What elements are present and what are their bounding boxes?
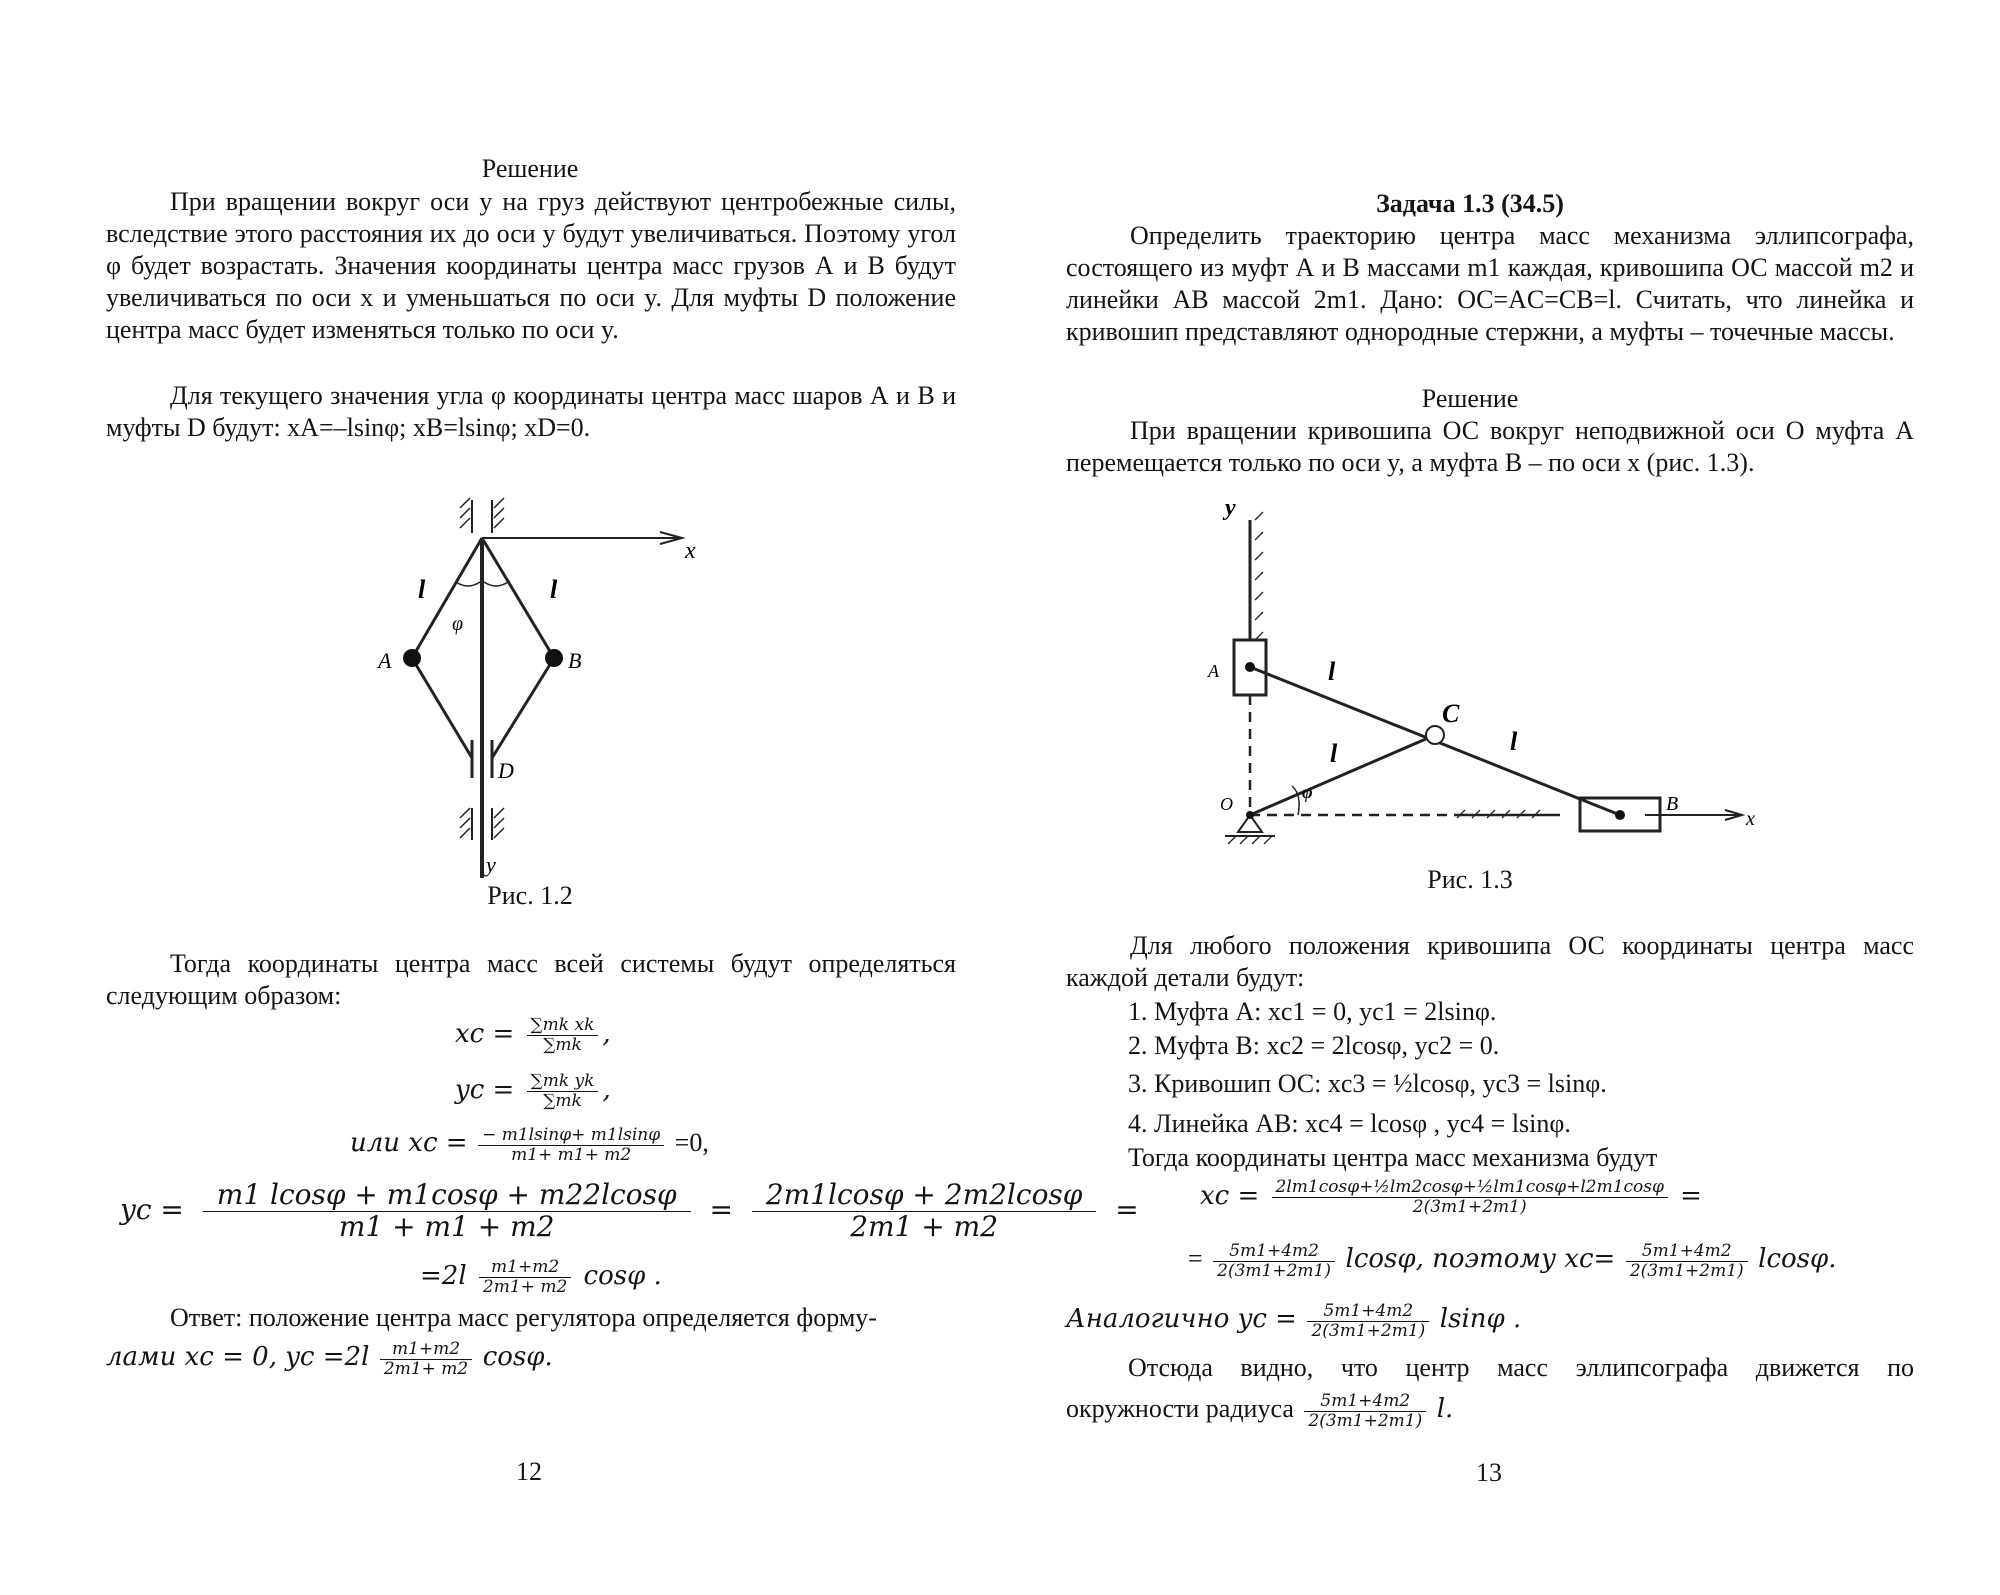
conclusion-frac xyxy=(1304,1392,1426,1430)
answer-suffix: cosφ. xyxy=(482,1342,553,1373)
conclusion-suffix: l. xyxy=(1436,1394,1454,1425)
equation-xc-long-den: 2(3m1+2m1) xyxy=(1412,1196,1527,1217)
equation-xc-simplified-num2: 5m1+4m2 xyxy=(1626,1242,1748,1262)
answer-prefix: лами xc = 0, yc =2l xyxy=(106,1342,370,1373)
equation-yc-analog-prefix: Аналогично yc = xyxy=(1066,1304,1297,1335)
equation-yc-den: ∑mk xyxy=(543,1090,582,1111)
equation-big-num1: m1 lcosφ + m1cosφ + m22lcosφ xyxy=(203,1180,691,1212)
equation-or-num: − m1lsinφ+ m1lsinφ xyxy=(478,1126,664,1146)
equation-yc-analog xyxy=(1066,1302,1521,1340)
fig12-label-phi: φ xyxy=(452,613,464,635)
equation-result xyxy=(420,1258,662,1296)
equation-xc-long-lhs: xc = xyxy=(1200,1181,1260,1212)
paragraph-current-angle-text: Для текущего значения угла φ координаты центра масс шаров А и В и муфты D будут: xA=–lsinφ; xB=lsinφ; xD=0. xyxy=(106,381,956,442)
fig12-label-d: D xyxy=(498,758,514,783)
paragraph-crank-rotation xyxy=(1066,415,1914,479)
equation-or-xc xyxy=(350,1126,709,1164)
equation-big-yc: yc = $\frac{m1 lcos\varphi + m1\cos\varphi + m22lcos\varphi}{m1 + m1 + m2}$ = $\frac{2m1lcos\varphi + 2m2lcos\varphi}{2m1 + m2}$ = xyxy=(120,1178,1139,1243)
paragraph-system-coords xyxy=(106,948,956,1012)
fig12-label-x: x xyxy=(685,538,696,564)
equation-yc-analog-suffix: lsinφ . xyxy=(1439,1304,1522,1335)
equation-yc-lhs: yc = xyxy=(455,1075,515,1106)
answer-line-1: Ответ: положение центра масс регулятора определяется форму- xyxy=(170,1303,877,1332)
equation-xc-simplified-prefix: = xyxy=(1188,1244,1203,1274)
fig13-label-l-ac: l xyxy=(1328,657,1336,686)
figure-1-2-caption: Рис. 1.2 xyxy=(487,881,573,910)
equation-or-frac xyxy=(478,1126,664,1164)
page-number-left: 12 xyxy=(516,1457,542,1486)
equation-result-den: 2m1+ m2 xyxy=(482,1276,568,1297)
rod-lower-right xyxy=(492,658,554,758)
equation-big-den2: 2m1 + m2 xyxy=(850,1209,999,1243)
equation-result-prefix: =2l xyxy=(420,1261,467,1292)
paragraph-detail-coords-text: Для любого положения кривошипа ОС координаты центра масс каждой детали будут: xyxy=(1066,931,1914,992)
solution-heading-right: Решение xyxy=(1421,384,1519,413)
equation-big-num2: 2m1lcosφ + 2m2lcosφ xyxy=(752,1180,1097,1212)
fig12-label-b: B xyxy=(568,648,582,673)
equation-xc-simplified-frac1 xyxy=(1213,1242,1335,1280)
conclusion-line-1: Отсюда видно, что центр масс эллипсографа движется по xyxy=(1128,1353,1914,1382)
fig12-label-y: y xyxy=(486,852,496,877)
fig13-label-c: C xyxy=(1442,699,1460,728)
point-b xyxy=(1615,810,1625,820)
paragraph-current-angle xyxy=(106,380,956,444)
conclusion-den: 2(3m1+2m1) xyxy=(1308,1410,1423,1431)
fig12-label-a: A xyxy=(378,648,392,673)
equation-result-num: m1+m2 xyxy=(479,1258,571,1278)
list-item: 2. Муфта В: xc2 = 2lcosφ, yc2 = 0. xyxy=(1128,1031,1500,1060)
conclusion-line-2 xyxy=(1066,1392,1453,1430)
equation-yc: yc = $\frac{\text{∑mk yk}}{\sum mk}$ , xyxy=(455,1071,611,1111)
then-line: Тогда координаты центра масс механизма будут xyxy=(1128,1143,1658,1172)
fig13-label-x: x xyxy=(1746,808,1755,830)
paragraph-system-coords-text: Тогда координаты центра масс всей системы будут определяться следующим образом: xyxy=(106,949,956,1010)
equation-yc-analog-frac xyxy=(1307,1302,1429,1340)
equation-xc-simplified-mid: lcosφ, поэтому xc= xyxy=(1345,1244,1616,1275)
equation-or-result: =0, xyxy=(674,1128,709,1158)
equation-xc: xc = $\frac{\text{∑mk xk}}{\sum mk}$ , xyxy=(455,1015,611,1055)
ball-b xyxy=(545,649,563,667)
equation-big-den1: m1 + m1 + m2 xyxy=(338,1209,555,1243)
fig13-label-a: A xyxy=(1208,661,1219,681)
equation-xc-simplified-suffix: lcosφ. xyxy=(1758,1244,1837,1275)
hatch-top xyxy=(460,498,504,528)
equation-or-prefix: или xc = xyxy=(350,1128,468,1159)
paragraph-rotation xyxy=(106,186,956,346)
paragraph-detail-coords xyxy=(1066,930,1914,994)
fig13-label-b: B xyxy=(1666,793,1679,815)
equation-yc-analog-num: 5m1+4m2 xyxy=(1307,1302,1429,1322)
paragraph-task-text: Определить траекторию центра масс механизма эллипсографа, состоящего из муфт А и В массами m1 каждая, кривошипа ОС массой m2 и линейки АВ массой 2m1. Дано: OC=AC=CB=l. Считать, что линейка и кривошип представляют однородные стержни, а муфты – точечные массы. xyxy=(1066,221,1914,346)
equation-xc-simplified-frac2 xyxy=(1626,1242,1748,1280)
answer-den: 2m1+ m2 xyxy=(383,1358,469,1379)
equation-yc-analog-den: 2(3m1+2m1) xyxy=(1311,1320,1426,1341)
list-item: 3. Кривошип ОС: xc3 = ½lcosφ, yc3 = lsinφ. xyxy=(1128,1069,1607,1098)
point-o xyxy=(1246,811,1254,819)
equation-or-den: m1+ m1+ m2 xyxy=(511,1144,632,1165)
equation-big-lhs: yc = xyxy=(120,1192,184,1226)
equation-xc-simplified-den1: 2(3m1+2m1) xyxy=(1217,1260,1332,1281)
fig12-label-l-left: l xyxy=(418,575,426,604)
equation-xc-num: ∑mk xk xyxy=(527,1016,599,1036)
point-a xyxy=(1245,662,1255,672)
angle-arc-left xyxy=(456,582,480,586)
fig13-label-o: O xyxy=(1220,794,1233,814)
equation-xc-simplified-num1: 5m1+4m2 xyxy=(1213,1242,1335,1262)
angle-arc xyxy=(1292,786,1299,815)
rod-lower-left xyxy=(412,658,472,758)
equation-yc-frac xyxy=(527,1072,599,1110)
fig13-label-l-oc: l xyxy=(1330,739,1338,768)
equation-xc-frac xyxy=(527,1016,599,1054)
fig13-label-l-cb: l xyxy=(1510,727,1518,756)
equation-xc-den: ∑mk xyxy=(543,1034,582,1055)
equation-xc-simplified xyxy=(1188,1242,1837,1280)
task-title: Задача 1.3 (34.5) xyxy=(1376,189,1564,218)
paragraph-crank-rotation-text: При вращении кривошипа ОС вокруг неподвижной оси О муфта А перемещается только по оси y, а муфта В – по оси x (рис. 1.3). xyxy=(1066,416,1914,477)
equation-xc-long-num: 2lm1cosφ+½lm2cosφ+½lm1cosφ+l2m1cosφ xyxy=(1272,1178,1668,1198)
paragraph-task xyxy=(1066,220,1914,348)
y-axis-hatch xyxy=(1255,512,1263,640)
crank-oc xyxy=(1250,735,1435,815)
equation-xc-long xyxy=(1200,1178,1702,1216)
page-number-right: 13 xyxy=(1476,1458,1502,1487)
equation-result-suffix: cosφ . xyxy=(583,1261,662,1292)
right-page xyxy=(1000,0,2000,1595)
paragraph-rotation-text: При вращении вокруг оси y на груз действуют центробежные силы, вследствие этого расстояния их до оси y будут увеличиваться. Поэтому угол φ будет возрастать. Значения координаты центра масс грузов А и В будут увеличиваться по оси x и уменьшаться по оси y. Для муфты D положение центра масс будет изменяться только по оси y. xyxy=(106,187,956,344)
equation-xc-lhs: xc = xyxy=(455,1019,515,1050)
ball-a xyxy=(403,649,421,667)
hinge-c xyxy=(1426,726,1444,744)
support-hatch xyxy=(1228,836,1272,844)
rod-upper-right xyxy=(482,538,554,658)
list-item: 1. Муфта А: xc1 = 0, yc1 = 2lsinφ. xyxy=(1128,997,1497,1026)
equation-yc-num: ∑mk yk xyxy=(527,1072,599,1092)
equation-xc-long-frac xyxy=(1272,1178,1668,1216)
equation-xc-simplified-den2: 2(3m1+2m1) xyxy=(1629,1260,1744,1281)
conclusion-num: 5m1+4m2 xyxy=(1304,1392,1426,1412)
figure-1-2 xyxy=(360,478,720,878)
answer-line-2 xyxy=(106,1340,553,1378)
figure-1-3-caption: Рис. 1.3 xyxy=(1427,865,1513,894)
fig13-label-y: y xyxy=(1225,495,1236,521)
fig12-label-l-right: l xyxy=(550,575,558,604)
equation-big-frac1 xyxy=(203,1180,691,1243)
solution-heading-left: Решение xyxy=(481,154,579,183)
angle-arc-right xyxy=(484,582,508,586)
figure-1-3 xyxy=(1180,490,1800,860)
answer-num: m1+m2 xyxy=(380,1340,472,1360)
equation-result-frac xyxy=(479,1258,571,1296)
equation-xc-long-tail: = xyxy=(1680,1181,1702,1212)
answer-frac xyxy=(380,1340,472,1378)
conclusion-prefix: окружности радиуса xyxy=(1066,1394,1294,1424)
fig13-label-phi: φ xyxy=(1302,782,1313,802)
list-item: 4. Линейка АВ: xc4 = lcosφ , yc4 = lsinφ. xyxy=(1128,1109,1571,1138)
